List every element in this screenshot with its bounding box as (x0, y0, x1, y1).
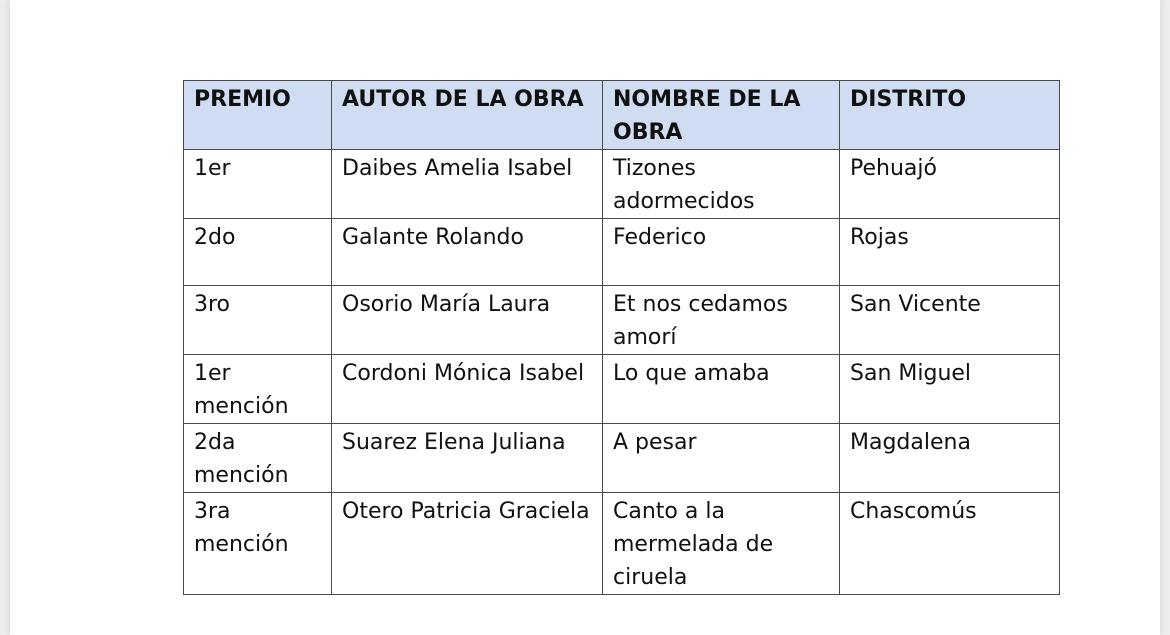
cell-distrito: Magdalena (840, 424, 1060, 493)
cell-nombre-obra: A pesar (603, 424, 840, 493)
cell-premio: 3ra mención (184, 493, 332, 595)
cell-autor: Cordoni Mónica Isabel (332, 355, 603, 424)
table-row (184, 286, 1060, 355)
cell-premio: 2da mención (184, 424, 332, 493)
awards-table (183, 80, 1060, 595)
cell-nombre-obra: Tizones adormecidos (603, 150, 840, 219)
header-premio: PREMIO (184, 81, 332, 150)
document-page (10, 0, 1160, 635)
header-distrito: DISTRITO (840, 81, 1060, 150)
cell-nombre-obra: Canto a la mermelada de ciruela (603, 493, 840, 595)
cell-nombre-obra: Lo que amaba (603, 355, 840, 424)
table-row (184, 219, 1060, 286)
cell-autor: Daibes Amelia Isabel (332, 150, 603, 219)
table-row (184, 355, 1060, 424)
cell-autor: Osorio María Laura (332, 286, 603, 355)
cell-autor: Galante Rolando (332, 219, 603, 286)
cell-premio: 2do (184, 219, 332, 286)
cell-distrito: San Miguel (840, 355, 1060, 424)
cell-distrito: San Vicente (840, 286, 1060, 355)
cell-distrito: Pehuajó (840, 150, 1060, 219)
table-row (184, 150, 1060, 219)
cell-nombre-obra: Et nos cedamos amorí (603, 286, 840, 355)
cell-distrito: Chascomús (840, 493, 1060, 595)
table-row (184, 424, 1060, 493)
cell-premio: 1er mención (184, 355, 332, 424)
cell-nombre-obra: Federico (603, 219, 840, 286)
table-header-row (184, 81, 1060, 150)
header-autor: AUTOR DE LA OBRA (332, 81, 603, 150)
cell-premio: 3ro (184, 286, 332, 355)
cell-autor: Otero Patricia Graciela (332, 493, 603, 595)
cell-distrito: Rojas (840, 219, 1060, 286)
header-nombre-obra: NOMBRE DE LA OBRA (603, 81, 840, 150)
cell-autor: Suarez Elena Juliana (332, 424, 603, 493)
cell-premio: 1er (184, 150, 332, 219)
table-row (184, 493, 1060, 595)
